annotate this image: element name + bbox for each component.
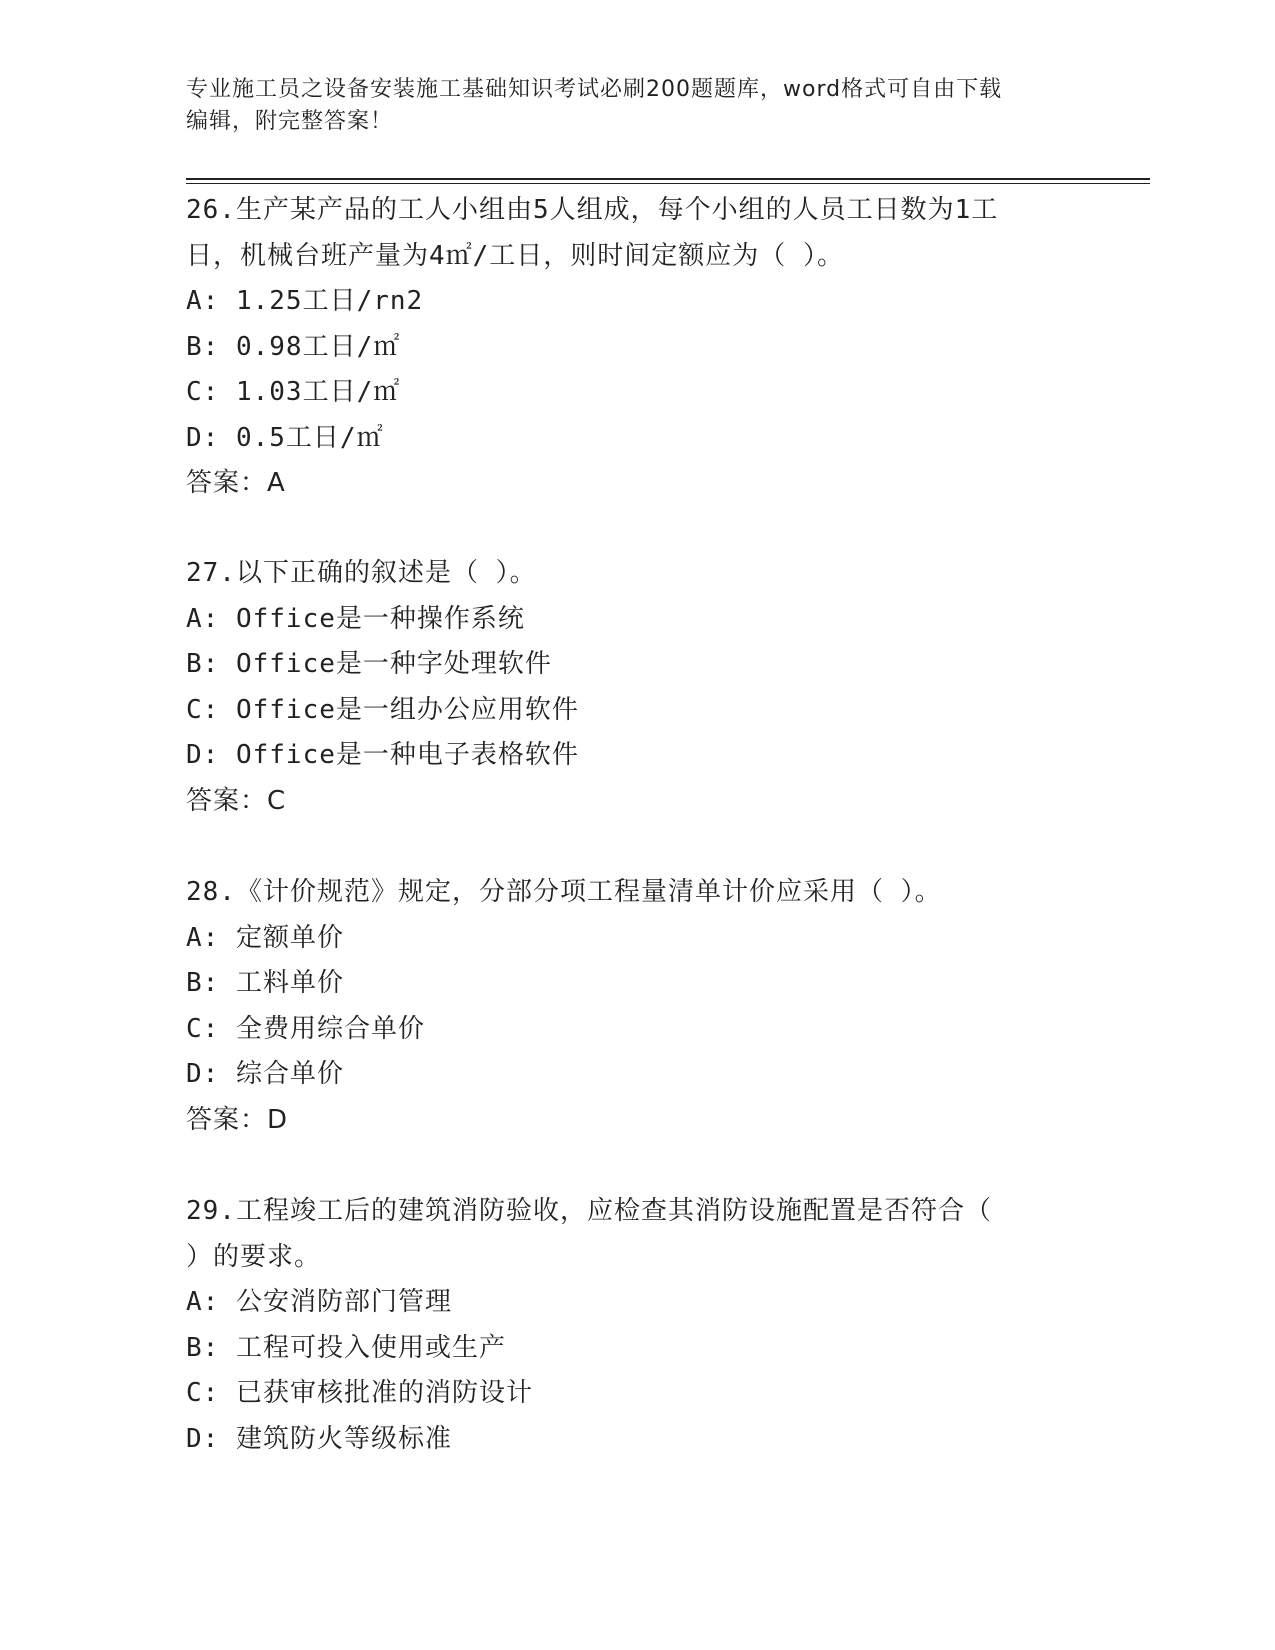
answer-label: 答案：C	[186, 785, 287, 816]
question-stem-line-1: 26.生产某产品的工人小组由5人组成，每个小组的人员工日数为1工	[186, 195, 999, 225]
question-stem-line-1: 27.以下正确的叙述是（ ）。	[186, 558, 537, 588]
option-d: D: 0.5工日/㎡	[186, 422, 384, 453]
header-divider-thin	[186, 183, 1150, 184]
option-a: A: 1.25工日/rn2	[186, 286, 424, 316]
option-c: C: Office是一组办公应用软件	[186, 694, 579, 725]
option-c: C: 1.03工日/㎡	[186, 377, 401, 407]
option-b: B: Office是一种字处理软件	[186, 649, 552, 679]
option-d: D: 综合单价	[186, 1059, 344, 1089]
option-b: B: 工料单价	[186, 968, 344, 998]
option-c: C: 已获审核批准的消防设计	[186, 1378, 533, 1408]
header-line-1: 专业施工员之设备安装施工基础知识考试必刷200题题库，word格式可自由下载	[186, 77, 1003, 102]
question-stem-line-2: 日，机械台班产量为4㎡/工日，则时间定额应为（ ）。	[186, 240, 844, 271]
document-header	[186, 74, 1086, 138]
question-stem-line-1: 28.《计价规范》规定，分部分项工程量清单计价应采用（ ）。	[186, 877, 942, 907]
option-d: D: Office是一种电子表格软件	[186, 740, 579, 770]
option-b: B: 0.98工日/㎡	[186, 331, 401, 362]
option-a: A: 定额单价	[186, 922, 344, 953]
option-a: A: Office是一种操作系统	[186, 603, 525, 634]
option-b: B: 工程可投入使用或生产	[186, 1332, 506, 1363]
answer-label: 答案：D	[186, 1104, 289, 1135]
question-stem-line-2: ）的要求。	[186, 1241, 322, 1272]
header-line-2: 编辑，附完整答案！	[186, 109, 394, 134]
header-divider-thick	[186, 178, 1150, 180]
question-29	[186, 1189, 1086, 1462]
question-28	[186, 870, 1086, 1143]
option-c: C: 全费用综合单价	[186, 1013, 425, 1044]
question-26	[186, 188, 1086, 507]
answer-label: 答案：A	[186, 468, 286, 498]
option-a: A: 公安消防部门管理	[186, 1287, 452, 1317]
question-27	[186, 551, 1086, 824]
option-d: D: 建筑防火等级标准	[186, 1423, 452, 1454]
question-stem-line-1: 29.工程竣工后的建筑消防验收，应检查其消防设施配置是否符合（	[186, 1196, 992, 1226]
